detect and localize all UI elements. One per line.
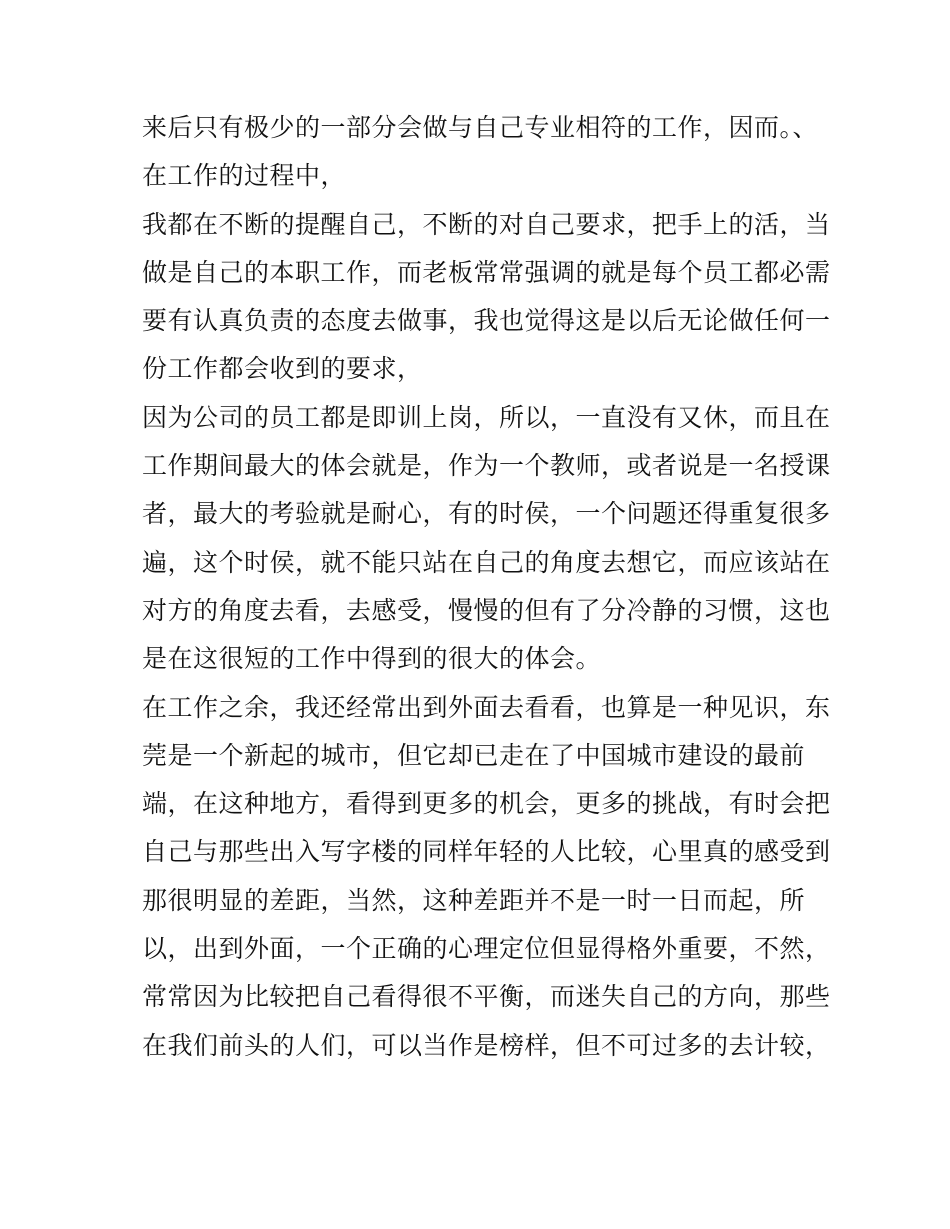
text-line: 来后只有极少的一部分会做与自己专业相符的工作，因而。、 [142, 113, 819, 142]
text-line: 常常因为比较把自己看得很不平衡，而迷失自己的方向，那些 [142, 982, 831, 1012]
text-line: 是在这很短的工作中得到的很大的体会。 [142, 644, 602, 674]
text-line: 端，在这种地方，看得到更多的机会，更多的挑战，有时会把 [142, 789, 831, 819]
text-line: 对方的角度去看，去感受，慢慢的但有了分冷静的习惯，这也 [142, 595, 831, 625]
text-line: 遍，这个时侯，就不能只站在自己的角度去想它，而应该站在 [142, 547, 831, 577]
text-line: 以，出到外面，一个正确的心理定位但显得格外重要，不然， [142, 934, 831, 964]
text-line: 自己与那些出入写字楼的同样年轻的人比较，心里真的感受到 [142, 837, 831, 867]
text-line: 工作期间最大的体会就是，作为一个教师，或者说是一名授课 [142, 451, 831, 481]
text-line: 我都在不断的提醒自己，不断的对自己要求，把手上的活，当 [142, 209, 831, 239]
text-line: 份工作都会收到的要求， [142, 354, 423, 384]
body-text [142, 104, 831, 1070]
text-line: 在我们前头的人们，可以当作是榜样，但不可过多的去计较， [142, 1030, 831, 1060]
text-line: 在工作的过程中， [142, 161, 347, 191]
text-line: 要有认真负责的态度去做事，我也觉得这是以后无论做任何一 [142, 306, 831, 336]
text-line: 因为公司的员工都是即训上岗，所以，一直没有又休，而且在 [142, 402, 831, 432]
text-line: 做是自己的本职工作，而老板常常强调的就是每个员工都必需 [142, 257, 831, 287]
text-line: 那很明显的差距，当然，这种差距并不是一时一日而起，所 [142, 885, 806, 915]
text-line: 在工作之余，我还经常出到外面去看看，也算是一种见识，东 [142, 692, 831, 722]
text-line: 者，最大的考验就是耐心，有的时侯，一个问题还得重复很多 [142, 499, 831, 529]
text-line: 莞是一个新起的城市，但它却已走在了中国城市建设的最前 [142, 740, 806, 770]
